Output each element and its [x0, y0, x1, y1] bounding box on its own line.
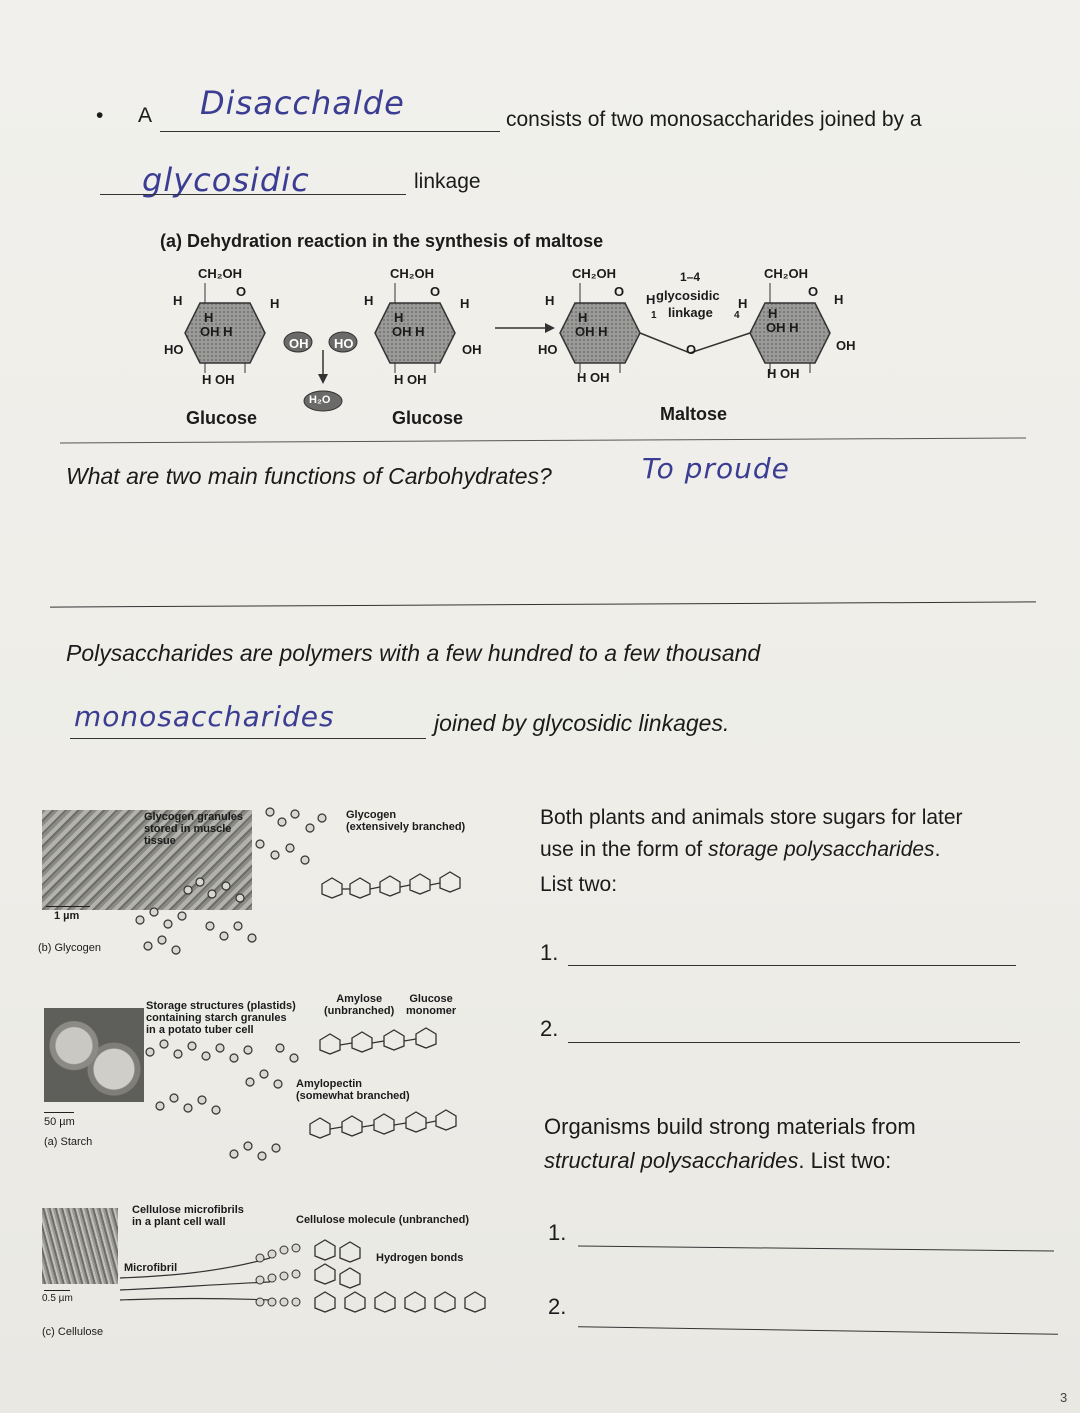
oh-h-label: OH H — [200, 324, 233, 339]
maltose-label: Maltose — [660, 404, 728, 424]
microfibril-label: Microfibril — [124, 1262, 178, 1274]
storage-item-2-number: 2. — [540, 1016, 559, 1041]
ho-label: HO — [164, 342, 184, 357]
q1-text: consists of two monosaccharides joined by a — [506, 108, 922, 131]
oh-h-label: OH H — [766, 320, 799, 335]
structural-item-1-number: 1. — [548, 1220, 567, 1245]
o-label: O — [430, 284, 441, 299]
linkage-word-linkage: linkage — [668, 305, 713, 320]
linkage-word-glycosidic: glycosidic — [656, 288, 720, 303]
h-label: H — [545, 293, 555, 308]
linkage-number: 1–4 — [680, 270, 701, 284]
oh-highlight-label: OH — [289, 336, 309, 351]
cell-wall-micrograph — [42, 1208, 118, 1284]
handwritten-answer-monosaccharides: monosaccharides — [74, 700, 335, 733]
maltose-diagram — [150, 258, 870, 438]
h-label: H — [173, 293, 183, 308]
figure-title-maltose: (a) Dehydration reaction in the synthesis of maltose — [160, 231, 604, 251]
cellulose-scale-label: 0.5 µm — [42, 1293, 73, 1304]
storage-structures-label: Storage structures (plastids) containing starch granules in a potato tuber cell — [146, 1000, 296, 1036]
h-label: H — [204, 310, 214, 325]
ch2oh-label: CH₂OH — [390, 266, 435, 281]
amylose-label: Amylose (unbranched) — [324, 993, 395, 1017]
answer-line — [100, 194, 406, 195]
h-label: H — [646, 292, 656, 307]
storage-item-1-number: 1. — [540, 940, 559, 965]
answer-line — [568, 965, 1016, 966]
starch-caption: (a) Starch — [44, 1136, 93, 1148]
handwritten-answer-functions: To proude — [642, 452, 790, 485]
handwritten-answer-glycosidic: glycosidic — [142, 161, 310, 199]
storage-text-a: use in the form of — [540, 838, 709, 861]
h-label: H — [364, 293, 374, 308]
amylopectin-label: Amylopectin (somewhat branched) — [296, 1078, 410, 1102]
h-label: H — [270, 296, 280, 311]
h-oh-label: H OH — [577, 370, 610, 385]
carbon-4-label: 4 — [734, 310, 740, 321]
storage-text-italic: storage polysaccharides — [708, 838, 935, 861]
answer-line — [578, 1246, 1054, 1252]
answer-line — [568, 1042, 1020, 1043]
structural-text-line1: Organisms build strong materials from — [544, 1114, 916, 1139]
carbon-1-label: 1 — [651, 310, 657, 321]
q1-prefix: A — [138, 104, 153, 127]
bullet: • — [96, 104, 104, 127]
water-label: H₂O — [309, 394, 331, 406]
oh-h-label: OH H — [575, 324, 608, 339]
ho-label: HO — [538, 342, 558, 357]
storage-list-prompt: List two: — [540, 873, 618, 896]
structural-item-2-number: 2. — [548, 1294, 567, 1319]
glucose-label-2: Glucose — [392, 408, 464, 428]
h-oh-label: H OH — [767, 366, 800, 381]
scale-bar — [46, 906, 90, 907]
cellulose-caption: (c) Cellulose — [42, 1326, 104, 1338]
structural-text-line2 — [544, 1148, 891, 1174]
h-label: H — [460, 296, 470, 311]
structural-text-italic: structural polysaccharides — [544, 1148, 799, 1173]
hydrogen-bonds-label: Hydrogen bonds — [376, 1252, 464, 1264]
starch-scale-label: 50 µm — [44, 1116, 75, 1128]
potato-cell-micrograph — [44, 1008, 144, 1102]
polysaccharide-statement-end: joined by glycosidic linkages. — [434, 710, 730, 736]
answer-line — [70, 738, 426, 739]
oh-label: OH — [462, 342, 482, 357]
scale-bar — [44, 1112, 74, 1113]
oh-label: OH — [836, 338, 856, 353]
cellulose-molecule-label: Cellulose molecule (unbranched) — [296, 1214, 469, 1226]
cellulose-microfibrils-label: Cellulose microfibrils in a plant cell wall — [132, 1204, 244, 1228]
storage-text-c: . — [934, 838, 941, 861]
structural-text-b: . List two: — [798, 1148, 892, 1173]
divider — [60, 437, 1026, 443]
h-oh-label: H OH — [202, 372, 235, 387]
h-label: H — [738, 296, 748, 311]
scale-bar — [44, 1290, 70, 1291]
h-label: H — [578, 310, 588, 325]
question-carbohydrate-functions: What are two main functions of Carbohydrates? — [66, 463, 552, 489]
glycogen-scale-label: 1 µm — [54, 910, 80, 922]
answer-line — [160, 131, 500, 132]
storage-text-line2 — [540, 838, 940, 862]
h-oh-label: H OH — [394, 372, 427, 387]
o-bridge-label: O — [686, 342, 697, 357]
oh-h-label: OH H — [392, 324, 425, 339]
o-label: O — [236, 284, 247, 299]
ch2oh-label: CH₂OH — [764, 266, 809, 281]
h-label: H — [834, 292, 844, 307]
glycogen-granules-label: Glycogen granules stored in muscle tissue — [144, 811, 244, 847]
polysaccharide-statement: Polysaccharides are polymers with a few hundred to a few thousand — [66, 640, 761, 666]
glycogen-caption: (b) Glycogen — [38, 942, 101, 954]
glucose-monomer-label: Glucose monomer — [406, 993, 457, 1017]
o-label: O — [614, 284, 625, 299]
ho-highlight-label: HO — [334, 336, 354, 351]
h-label: H — [394, 310, 404, 325]
h-label: H — [768, 306, 778, 321]
ch2oh-label: CH₂OH — [572, 266, 617, 281]
o-label: O — [808, 284, 819, 299]
glycogen-label: Glycogen (extensively branched) — [346, 809, 466, 833]
storage-text-line1: Both plants and animals store sugars for later — [540, 806, 963, 829]
answer-line — [578, 1326, 1058, 1335]
handwritten-answer-disaccharide: Disacchalde — [200, 84, 405, 122]
q1-linkage-text: linkage — [414, 170, 481, 193]
page-number: 3 — [1060, 1390, 1068, 1405]
ch2oh-label: CH₂OH — [198, 266, 243, 281]
answer-line — [50, 601, 1036, 607]
glucose-label-1: Glucose — [186, 408, 258, 428]
